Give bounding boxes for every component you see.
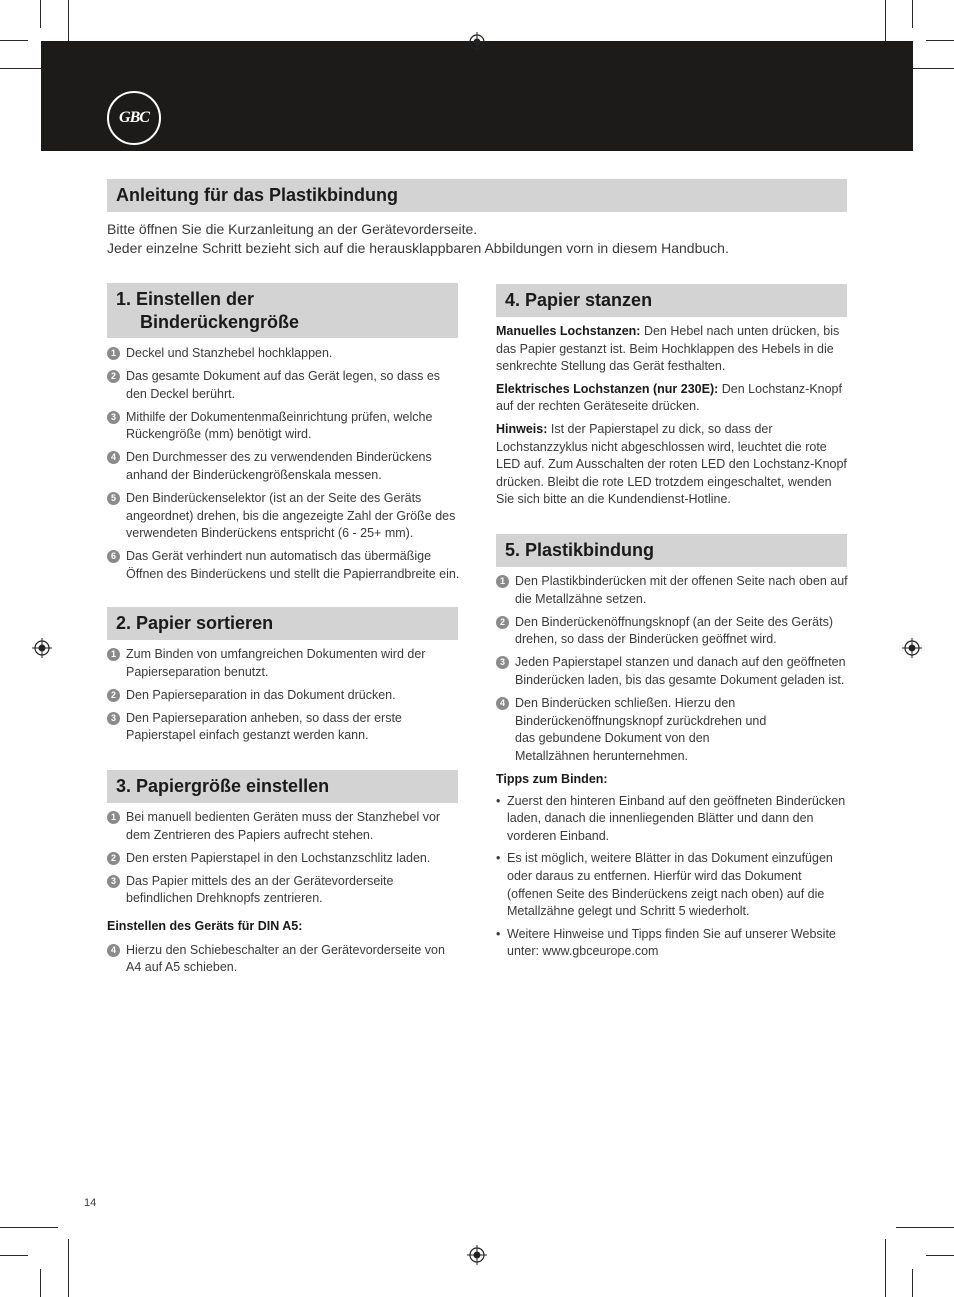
step-text: Den Plastikbinderücken mit der offenen Seite nach oben auf die Metallzähne setzen. [515, 574, 848, 606]
step-number: 6 [107, 550, 120, 563]
intro-text [107, 220, 867, 258]
step-text: Jeden Papierstapel stanzen und danach auf den geöffneten Binderücken laden, bis das gesamte Dokument geladen ist. [515, 655, 846, 687]
crop-mark [0, 1255, 28, 1256]
step-text: Das Gerät verhindert nun automatisch das übermäßige Öffnen des Binderückens und stellt die Papierrandbreite ein. [126, 549, 460, 582]
step-number: 2 [107, 370, 120, 383]
step-number: 2 [107, 689, 120, 702]
crop-mark [0, 1227, 58, 1228]
section-2-heading: 2. Papier sortieren [107, 607, 458, 640]
step-text: Deckel und Stanzhebel hochklappen. [126, 346, 333, 360]
list-item [107, 345, 461, 363]
tip-item: • Zuerst den hinteren Einband auf den geöffneten Binderücken laden, danach die innenliegenden Blätter und dann den vorderen Einband. [496, 793, 850, 846]
list-item [107, 646, 461, 681]
crop-mark [926, 1255, 954, 1256]
step-number: 3 [107, 875, 120, 888]
list-item [107, 687, 461, 705]
list-item [107, 449, 461, 484]
paragraph [496, 323, 850, 376]
paragraph [496, 381, 850, 416]
tip-item: • Es ist möglich, weitere Blätter in das Dokument einzufügen oder daraus zu entfernen. Hierfür wird das Dokument (offenen Seite des Binderückens zeigt nach oben) auf die Metallzähne gelegt und Schritt 5 wiederholt. [496, 850, 850, 920]
step-number: 5 [107, 492, 120, 505]
list-item [107, 490, 461, 543]
intro-line: Bitte öffnen Sie die Kurzanleitung an der Gerätevorderseite. [107, 221, 478, 237]
step-text: Hierzu den Schiebeschalter an der Gerätevorderseite von A4 auf A5 schieben. [126, 942, 445, 975]
section-1-heading [107, 283, 458, 338]
crop-mark [912, 1269, 913, 1297]
step-number: 4 [496, 697, 509, 710]
section-1-title-line1: 1. Einstellen der [116, 289, 255, 309]
gbc-logo: GBC [107, 91, 161, 145]
list-item [496, 573, 850, 608]
crop-mark [40, 0, 41, 28]
list-item [107, 710, 461, 745]
list-item [107, 942, 461, 977]
step-text: Den Binderücken schließen. Hierzu den Binderückenöffnungsknopf zurückdrehen und das gebundene Dokument von den Metallzähnen herunternehmen. [515, 696, 767, 763]
section-4-heading: 4. Papier stanzen [496, 284, 847, 317]
paragraph-label: Elektrisches Lochstanzen (nur 230E): [496, 381, 719, 396]
step-text: Das Papier mittels des an der Gerätevorderseite befindlichen Drehknopfs zentrieren. [126, 873, 394, 906]
section-3-list [107, 809, 461, 982]
section-5-list [496, 573, 850, 966]
list-item [496, 695, 850, 765]
paragraph-label: Hinweis: [496, 421, 548, 436]
tip-item: • Weitere Hinweise und Tipps finden Sie auf unserer Website unter: www.gbceurope.com [496, 926, 850, 961]
list-item [107, 548, 461, 583]
step-text: Den ersten Papierstapel in den Lochstanzschlitz laden. [126, 850, 431, 865]
step-number: 1 [107, 811, 120, 824]
section-1-list [107, 345, 461, 589]
list-item [107, 809, 461, 844]
list-item [107, 368, 461, 403]
step-text: Bei manuell bedienten Geräten muss der Stanzhebel vor dem Zentrieren des Papiers aufrecht stehen. [126, 810, 441, 842]
list-item [107, 409, 461, 444]
crop-mark [896, 1227, 954, 1228]
step-number: 4 [107, 944, 120, 957]
registration-mark-icon [902, 638, 922, 658]
header-bar [41, 41, 913, 151]
step-number: 1 [496, 575, 509, 588]
step-text: Den Papierseparation anheben, so dass der erste Papierstapel einfach gestanzt werden kann. [126, 710, 402, 743]
step-number: 2 [496, 616, 509, 629]
paragraph-text: Den Lochstanz-Knopf auf der rechten Geräteseite drücken. [496, 381, 842, 414]
step-text: Den Binderückenöffnungsknopf (an der Seite des Geräts) drehen, so dass der Binderücken geöffnet wird. [515, 614, 834, 647]
list-item [496, 614, 850, 649]
registration-mark-icon [32, 638, 52, 658]
step-number: 3 [107, 411, 120, 424]
step-text: Mithilfe der Dokumentenmaßeinrichtung prüfen, welche Rückengröße (mm) benötigt wird. [126, 409, 433, 442]
subheading: Einstellen des Geräts für DIN A5: [107, 918, 303, 933]
step-text: Das gesamte Dokument auf das Gerät legen, so dass es den Deckel berührt. [126, 369, 441, 401]
step-number: 3 [107, 712, 120, 725]
section-5-heading: 5. Plastikbindung [496, 534, 847, 567]
section-3-heading: 3. Papiergröße einstellen [107, 770, 458, 803]
section-2-list [107, 646, 461, 750]
step-number: 4 [107, 451, 120, 464]
paragraph-label: Manuelles Lochstanzen: [496, 324, 641, 338]
step-text: Den Binderückenselektor (ist an der Seite des Geräts angeordnet) drehen, bis die angezeigte Zahl der Größe des verwendeten Binderückens entspricht (6 - 25+ mm). [126, 491, 456, 541]
step-number: 2 [107, 852, 120, 865]
registration-mark-icon [467, 1245, 487, 1265]
crop-mark [0, 40, 28, 41]
crop-mark [40, 1269, 41, 1297]
crop-mark [885, 1239, 886, 1297]
crop-mark [912, 0, 913, 28]
step-text: Den Durchmesser des zu verwendenden Binderückens anhand der Binderückengrößenskala messen. [126, 450, 432, 483]
paragraph [496, 421, 850, 509]
step-text: Den Papierseparation in das Dokument drücken. [126, 687, 396, 702]
step-number: 1 [107, 347, 120, 360]
registration-mark-icon [467, 32, 487, 52]
step-number: 1 [107, 648, 120, 661]
section-4-text [496, 323, 850, 514]
step-number: 3 [496, 656, 509, 669]
crop-mark [68, 1239, 69, 1297]
paragraph-text: Ist der Papierstapel zu dick, so dass der Lochstanzzyklus nicht abgeschlossen wird, leuchtet die rote LED auf. Zum Ausschalten der roten LED den Lochstanz-Knopf drücken. Bleibt die rote LED trotzdem eingeschaltet, wenden Sie sich bitte an die Kundendienst-Hotline. [496, 421, 847, 507]
list-item [107, 873, 461, 908]
section-1-title-line2: Binderückengröße [140, 312, 300, 332]
list-item [107, 850, 461, 868]
paragraph-text: Den Hebel nach unten drücken, bis das Papier gestanzt ist. Beim Hochklappen des Hebels in die senkrechte Stellung das Gerät festhalten. [496, 324, 840, 374]
intro-line: Jeder einzelne Schritt bezieht sich auf die herausklappbaren Abbildungen vorn in diesem Handbuch. [107, 240, 729, 256]
step-text: Zum Binden von umfangreichen Dokumenten wird der Papierseparation benutzt. [126, 647, 426, 679]
crop-mark [926, 40, 954, 41]
tips-heading: Tipps zum Binden: [496, 771, 608, 786]
list-item [496, 654, 850, 689]
page-number: 14 [84, 1197, 97, 1209]
page-title: Anleitung für das Plastikbindung [107, 179, 847, 212]
